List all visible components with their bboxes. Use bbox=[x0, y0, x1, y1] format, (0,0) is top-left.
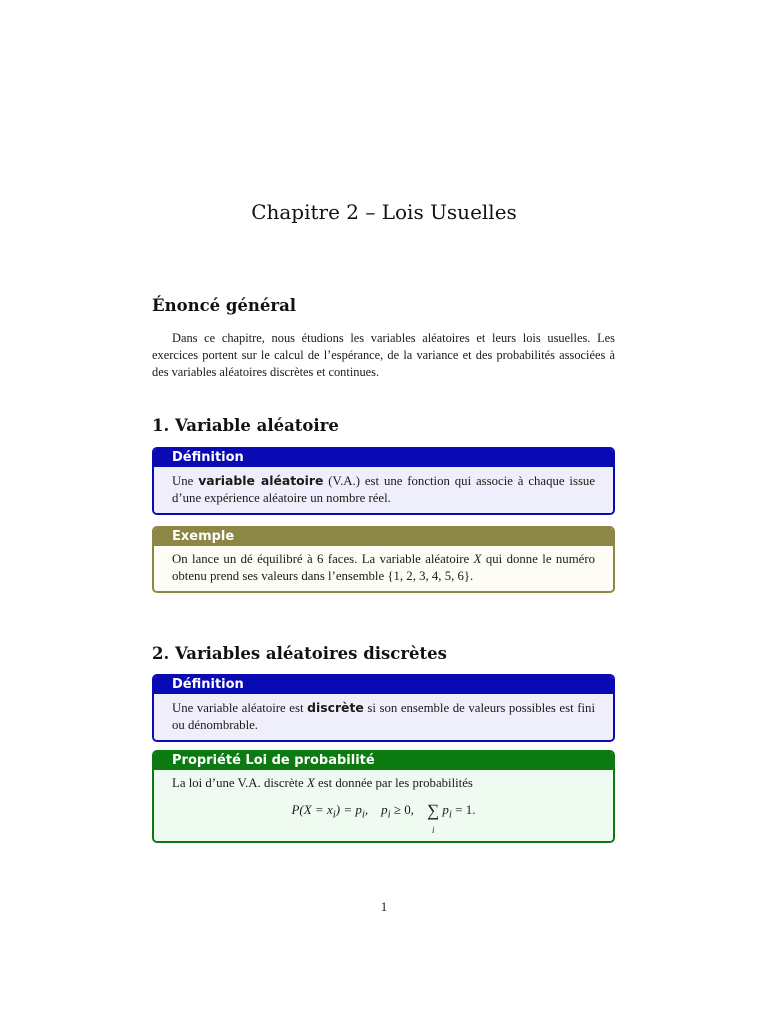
sum-symbol bbox=[427, 801, 440, 835]
formula-part-e: p bbox=[439, 802, 449, 817]
sum-index: i bbox=[432, 825, 435, 835]
formula-sub-a: i bbox=[332, 808, 336, 821]
def2-term: discrète bbox=[307, 700, 364, 715]
def1-text-before: Une bbox=[172, 474, 199, 488]
sum-glyph: ∑ bbox=[427, 801, 440, 820]
definition-box-2-label: Définition bbox=[154, 676, 613, 694]
formula-part-f: = 1. bbox=[451, 802, 476, 817]
page-number: 1 bbox=[380, 900, 388, 914]
intro-heading: Énoncé général bbox=[152, 296, 297, 315]
section1-heading: 1. Variable aléatoire bbox=[152, 416, 339, 435]
chapter-title: Chapitre 2 – Lois Usuelles bbox=[251, 200, 517, 224]
definition-box-2 bbox=[152, 674, 615, 742]
def2-text-after: si son ensemble de valeurs possibles est fini ou dénombrable. bbox=[172, 701, 595, 732]
property-text-2: est donnée par les probabilités bbox=[314, 776, 473, 790]
formula-sub-c: i bbox=[387, 808, 391, 821]
property-box-label: Propriété Loi de probabilité bbox=[154, 752, 613, 770]
formula-part-b: ) = p bbox=[335, 802, 362, 817]
section2-heading: 2. Variables aléatoires discrètes bbox=[152, 644, 447, 663]
formula-part-c: , p bbox=[364, 802, 388, 817]
intro-paragraph bbox=[152, 330, 615, 381]
intro-text: Dans ce chapitre, nous étudions les variables aléatoires et leurs lois usuelles. Les exercices portent sur le calcul de l’espérance, de la variance et des probabilités associées à des variables aléatoires discrètes et continues. bbox=[152, 331, 615, 379]
example-box-label: Exemple bbox=[154, 528, 613, 546]
example-text-1: On lance un dé équilibré à 6 faces. La variable aléatoire bbox=[172, 552, 474, 566]
definition-box-1-label: Définition bbox=[154, 449, 613, 467]
def1-text-after: (V.A.) est une fonction qui associe à chaque issue d’une expérience aléatoire un nombre réel. bbox=[172, 474, 595, 505]
definition-box-1 bbox=[152, 447, 615, 515]
example-end: . bbox=[470, 569, 474, 583]
def2-text-before: Une variable aléatoire est bbox=[172, 701, 308, 715]
property-text-1: La loi d’une V.A. discrète bbox=[172, 776, 307, 790]
example-set: {1, 2, 3, 4, 5, 6} bbox=[387, 569, 471, 583]
example-box-body bbox=[154, 546, 613, 591]
example-box bbox=[152, 526, 615, 593]
formula-sub-e: i bbox=[448, 808, 452, 821]
example-text-2: qui donne le numéro obtenu prend ses valeurs dans l’ensemble bbox=[172, 552, 595, 583]
formula-part-a: P(X = x bbox=[291, 802, 333, 817]
example-variable: X bbox=[473, 552, 482, 566]
property-variable: X bbox=[306, 776, 315, 790]
def1-term: variable aléatoire bbox=[198, 473, 324, 488]
property-box bbox=[152, 750, 615, 843]
property-box-body bbox=[154, 770, 613, 841]
probability-formula bbox=[172, 801, 595, 835]
formula-sub-b: i bbox=[361, 808, 365, 821]
definition-box-1-body bbox=[154, 467, 613, 513]
definition-box-2-body bbox=[154, 694, 613, 740]
formula-part-d: ≥ 0, bbox=[390, 802, 428, 817]
